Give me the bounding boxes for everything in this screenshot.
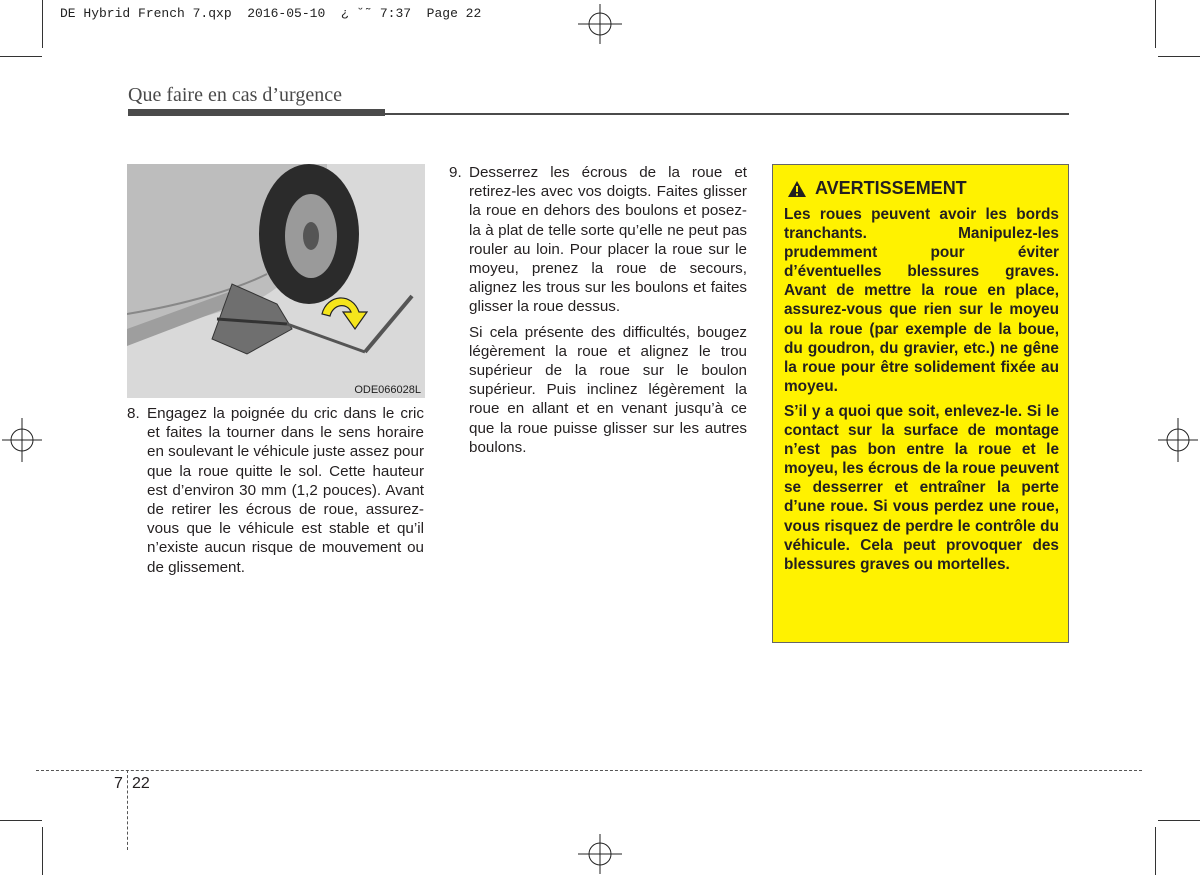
header-rule-thick bbox=[128, 109, 385, 116]
warning-box bbox=[772, 164, 1069, 643]
registration-mark-top bbox=[578, 4, 622, 44]
print-slug: DE Hybrid French 7.qxp 2016-05-10 ¿ ˘˜ 7:37 Page 22 bbox=[60, 6, 482, 21]
chapter-number: 7 bbox=[114, 775, 123, 792]
warning-triangle-icon bbox=[787, 180, 807, 198]
registration-mark-left bbox=[2, 418, 42, 462]
warning-title: AVERTISSEMENT bbox=[815, 178, 967, 198]
step-text: Desserrez les écrous de la roue et retirez-les avec vos doigts. Faites glisser la roue en dehors des boulons et posez-la à plat de telle sorte qu’elle ne peut pas rouler au loin. Pour placer la roue sur le moyeu, prenez la roue de secours, alignez les trous sur les boulons et faites glisser la roue dessus. bbox=[469, 164, 747, 316]
section-title: Que faire en cas d’urgence bbox=[128, 84, 342, 106]
warning-paragraph: S’il y a quoi que soit, enlevez-le. Si le contact sur la surface de montage n’est pas bon entre la roue et le moyeu, les écrous de la roue peuvent se desserrer et entraîner la perte d’une roue. Si vous perdez une roue, vous risquez de perdre le contrôle du véhicule. Cela peut provoquer des blessures graves ou mortelles. bbox=[784, 402, 1059, 573]
step-number: 8. bbox=[127, 405, 140, 422]
footer-dashed-divider bbox=[127, 770, 128, 850]
step-number: 9. bbox=[449, 164, 462, 181]
warning-paragraph: Les roues peuvent avoir les bords tranchants. Manipulez-les prudemment pour éviter d’éventuelles blessures graves. Avant de mettre la roue en place, assurez-vous que rien sur le moyeu ou la roue (par exemple de la boue, du goudron, du gravier, etc.) ne gêne la roue pour être solidement fixée au moyeu. bbox=[784, 206, 1059, 395]
step-text: Engagez la poignée du cric dans le cric et faites la tourner dans le sens horaire en soulevant le véhicule juste assez pour que la roue quitte le sol. Cette hauteur est d’environ 30 mm (1,2 pouces). Avant de retirer les écrous de roue, assurez-vous que le véhicule est stable et qu’il n’existe aucun risque de mouvement ou de glissement. bbox=[147, 405, 424, 576]
header-rule-thin bbox=[385, 113, 1069, 115]
jack-illustration bbox=[127, 164, 425, 398]
registration-mark-right bbox=[1158, 418, 1198, 462]
step-8 bbox=[127, 404, 424, 583]
figure-code: ODE066028L bbox=[354, 384, 421, 396]
step-text: Si cela présente des difficultés, bougez légèrement la roue et alignez le trou supérieur de la roue sur le boulon supérieur. Puis inclinez légèrement la roue en allant et en venant jusqu’à ce que la roue puisse glisser sur les autres boulons. bbox=[469, 323, 747, 456]
car-jack-drawing bbox=[127, 164, 425, 398]
step-9 bbox=[449, 163, 747, 463]
page-number: 22 bbox=[132, 775, 150, 792]
footer-dashed-rule bbox=[36, 770, 1142, 771]
registration-mark-bottom bbox=[578, 834, 622, 874]
warning-heading bbox=[787, 178, 967, 199]
